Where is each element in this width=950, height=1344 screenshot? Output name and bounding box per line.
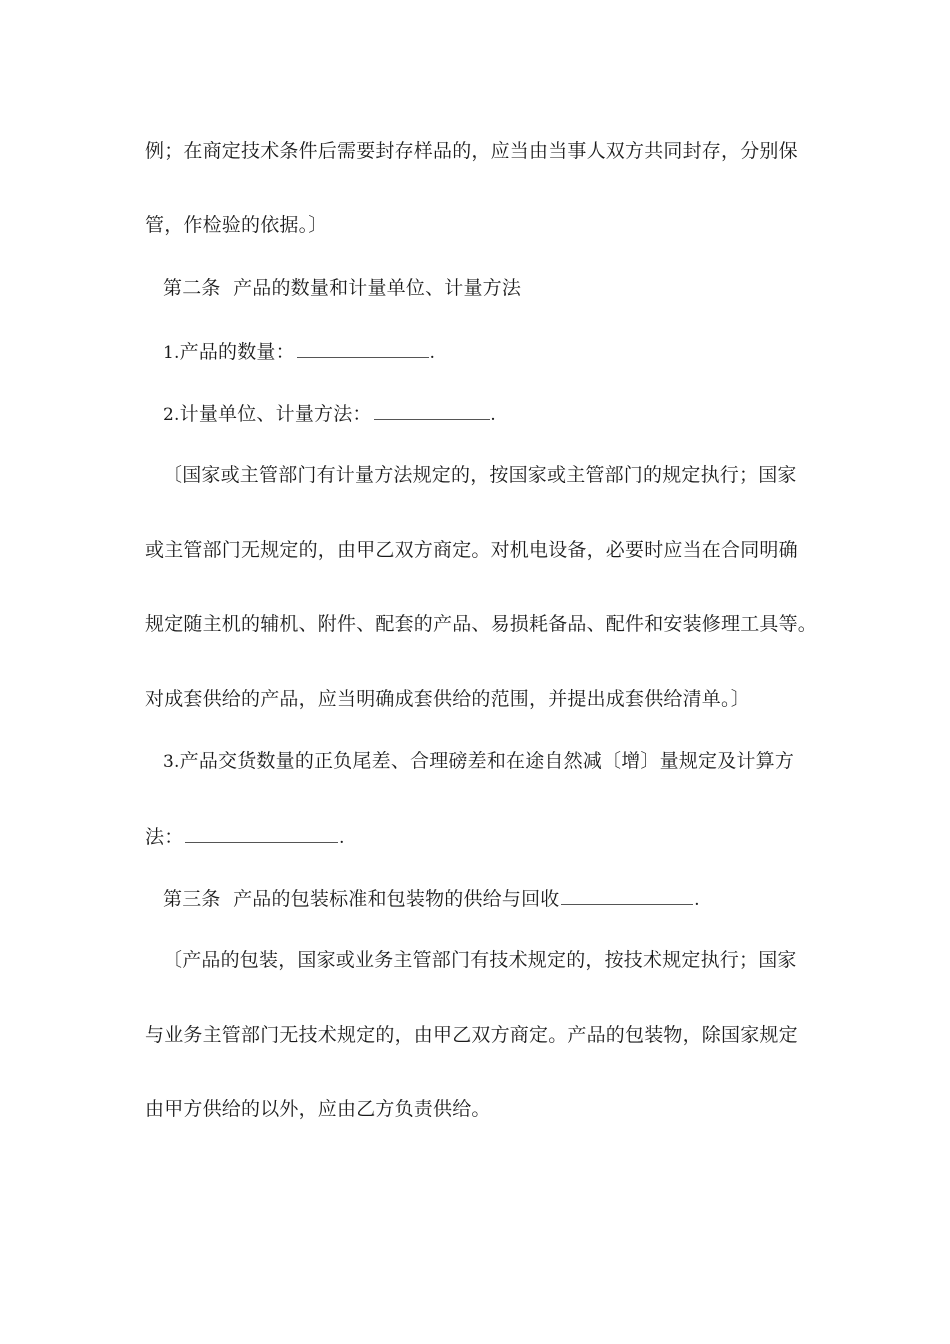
- heading-text: 第三条 产品的包装标准和包装物的供给与回收: [163, 888, 560, 910]
- paragraph-line: [145, 824, 344, 850]
- paragraph-line: [145, 612, 817, 636]
- item-number: 3.: [163, 752, 180, 772]
- paragraph-line: [145, 213, 328, 237]
- numbered-item: [163, 401, 496, 427]
- item-number: 2.: [163, 405, 180, 425]
- numbered-item: [163, 749, 794, 774]
- fill-in-blank[interactable]: [374, 401, 490, 420]
- numbered-item: [163, 339, 435, 365]
- paragraph-line: [145, 139, 798, 163]
- line-end-period: .: [694, 889, 700, 910]
- article-heading: [163, 886, 699, 912]
- heading-text: 第二条 产品的数量和计量单位、计量方法: [163, 277, 522, 299]
- fill-in-blank[interactable]: [297, 339, 429, 358]
- line-text: 或主管部门无规定的，由甲乙双方商定。对机电设备，必要时应当在合同明确: [145, 539, 798, 561]
- line-end-period: .: [490, 404, 496, 425]
- line-text: 〔国家或主管部门有计量方法规定的，按国家或主管部门的规定执行；国家: [163, 464, 797, 486]
- line-end-period: .: [339, 827, 345, 848]
- line-text: 例；在商定技术条件后需要封存样品的，应当由当事人双方共同封存，分别保: [145, 140, 798, 162]
- item-text: 产品的数量：: [179, 341, 295, 363]
- line-text: 由甲方供给的以外，应由乙方负责供给。: [145, 1098, 491, 1120]
- line-text: 对成套供给的产品，应当明确成套供给的范围，并提出成套供给清单。〕: [145, 688, 750, 710]
- line-text: 规定随主机的辅机、附件、配套的产品、易损耗备品、配件和安装修理工具等。: [145, 613, 818, 635]
- item-number: 1.: [163, 343, 180, 363]
- fill-in-blank[interactable]: [561, 886, 693, 905]
- line-text: 法：: [145, 826, 184, 848]
- paragraph-line: [145, 538, 798, 562]
- paragraph-line: [145, 1097, 491, 1121]
- paragraph-line: [163, 463, 797, 487]
- article-heading: [163, 276, 521, 300]
- paragraph-line: [145, 1023, 798, 1047]
- line-text: 与业务主管部门无技术规定的，由甲乙双方商定。产品的包装物，除国家规定: [145, 1024, 798, 1046]
- line-text: 管，作检验的依据。〕: [145, 214, 328, 236]
- paragraph-line: [163, 948, 797, 972]
- item-text: 计量单位、计量方法：: [179, 403, 372, 425]
- item-text: 产品交货数量的正负尾差、合理磅差和在途自然减〔增〕量规定及计算方: [179, 750, 795, 772]
- paragraph-line: [145, 687, 750, 711]
- line-end-period: .: [429, 342, 435, 363]
- line-text: 〔产品的包装，国家或业务主管部门有技术规定的，按技术规定执行；国家: [163, 949, 797, 971]
- fill-in-blank[interactable]: [185, 824, 338, 843]
